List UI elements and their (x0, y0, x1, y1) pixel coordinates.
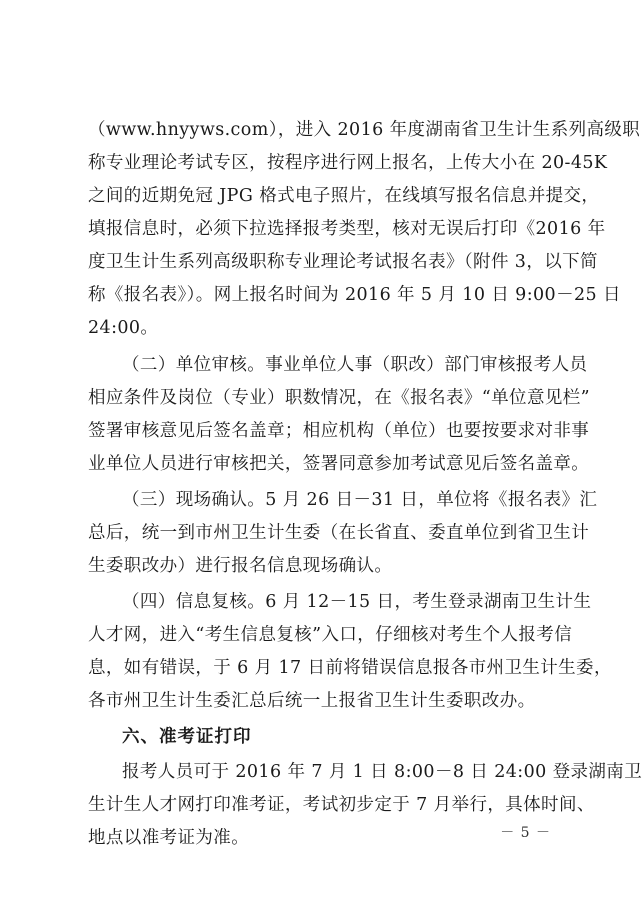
text-line: （www.hnyyws.com），进入 2016 年度湖南省卫生计生系列高级职 (88, 120, 641, 140)
paragraph-start-line: （三）现场确认。5 月 26 日－31 日，单位将《报名表》汇 (122, 490, 598, 510)
text-line: 称专业理论考试专区，按程序进行网上报名，上传大小在 20-45K (88, 153, 608, 173)
text-line: 度卫生计生系列高级职称专业理论考试报名表》（附件 3，以下简 (88, 252, 598, 272)
text-line: 24:00。 (88, 318, 159, 338)
text-line: 之间的近期免冠 JPG 格式电子照片，在线填写报名信息并提交， (88, 186, 600, 206)
paragraph-start-line: （二）单位审核。事业单位人事（职改）部门审核报考人员 (122, 355, 588, 375)
text-line: 生计生人才网打印准考证，考试初步定于 7 月举行，具体时间、 (88, 795, 595, 815)
text-line: 签署审核意见后签名盖章；相应机构（单位）也要按要求对非事 (88, 421, 590, 441)
text-line: 相应条件及岗位（专业）职数情况，在《报名表》“单位意见栏” (88, 388, 590, 408)
text-line: 业单位人员进行审核把关，签署同意参加考试意见后签名盖章。 (88, 454, 590, 474)
text-line: 生委职改办）进行报名信息现场确认。 (88, 556, 393, 576)
text-line: 称《报名表》）。网上报名时间为 2016 年 5 月 10 日 9:00－25 日 (88, 285, 621, 305)
text-line: 息，如有错误，于 6 月 17 日前将错误信息报各市州卫生计生委， (88, 658, 612, 678)
text-line: 地点以准考证为准。 (88, 828, 250, 848)
text-line: 填报信息时，必须下拉选择报考类型，核对无误后打印《2016 年 (88, 219, 606, 239)
text-line: 人才网，进入“考生信息复核”入口，仔细核对考生个人报考信 (88, 625, 573, 645)
text-line: 各市州卫生计生委汇总后统一上报省卫生计生委职改办。 (88, 691, 536, 711)
paragraph-start-line: （四）信息复核。6 月 12－15 日，考生登录湖南卫生计生 (122, 592, 592, 612)
paragraph-start-line: 报考人员可于 2016 年 7 月 1 日 8:00－8 日 24:00 登录湖南卫 (122, 762, 642, 782)
page-number: － 5 － (500, 825, 551, 841)
section-heading: 六、准考证打印 (122, 727, 252, 747)
text-line: 总后，统一到市州卫生计生委（在长省直、委直单位到省卫生计 (88, 523, 590, 543)
